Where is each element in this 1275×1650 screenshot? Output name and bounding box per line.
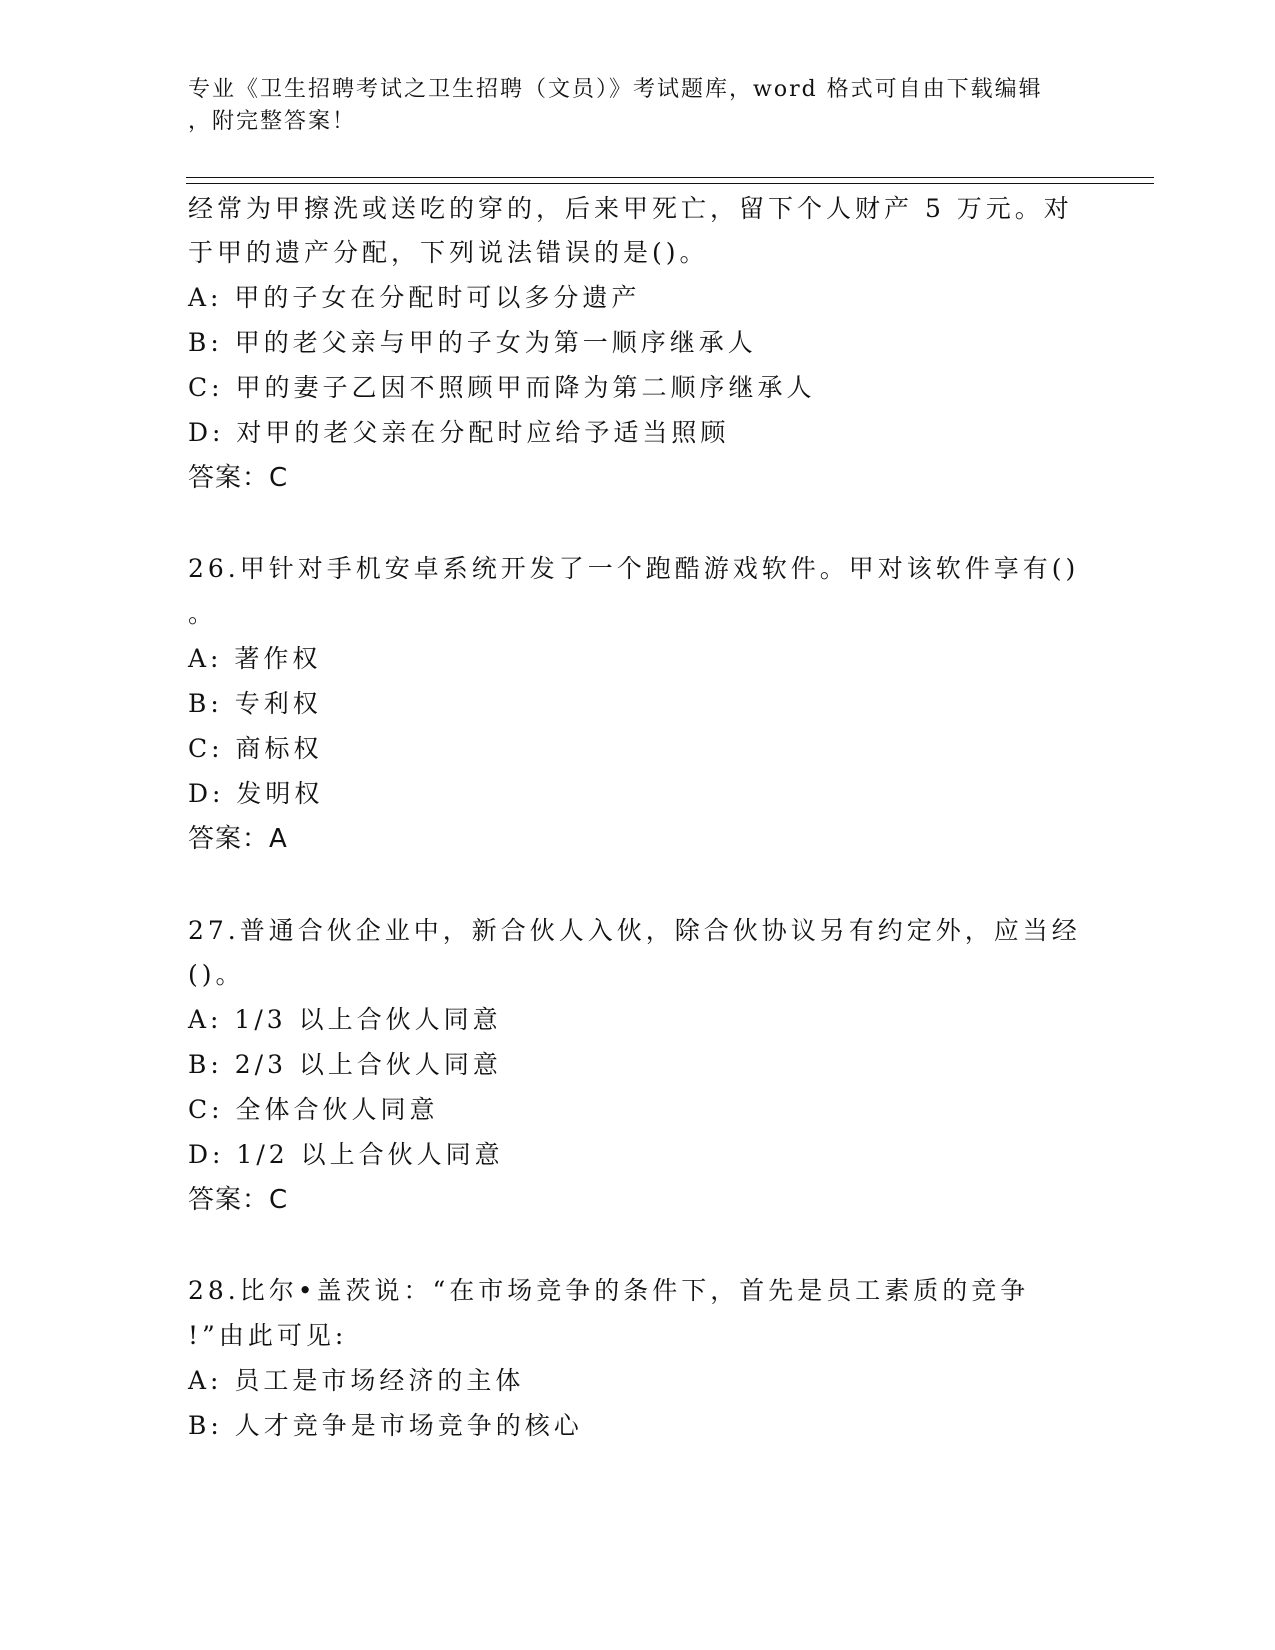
q28-stem-line-1: 28.比尔•盖茨说：“在市场竞争的条件下，首先是员工素质的竞争 bbox=[188, 1276, 1030, 1305]
header-divider-bottom bbox=[186, 183, 1154, 184]
q25-stem-line-2: 于甲的遗产分配，下列说法错误的是()。 bbox=[188, 238, 709, 267]
q25-option-b: B: 甲的老父亲与甲的子女为第一顺序继承人 bbox=[188, 328, 757, 357]
q27-option-b: B: 2/3 以上合伙人同意 bbox=[188, 1050, 502, 1079]
q27-answer: 答案：C bbox=[188, 1185, 289, 1215]
q26-option-c: C: 商标权 bbox=[188, 734, 323, 763]
q27-stem-line-1: 27.普通合伙企业中，新合伙人入伙，除合伙协议另有约定外，应当经 bbox=[188, 916, 1081, 945]
q25-option-d: D: 对甲的老父亲在分配时应给予适当照顾 bbox=[188, 418, 730, 447]
q26-stem-line-1: 26.甲针对手机安卓系统开发了一个跑酷游戏软件。甲对该软件享有() bbox=[188, 554, 1080, 583]
q26-option-d: D: 发明权 bbox=[188, 779, 324, 808]
q25-answer: 答案：C bbox=[188, 463, 289, 493]
header-title-line-2: ，附完整答案！ bbox=[188, 109, 357, 134]
q25-stem-line-1: 经常为甲擦洗或送吃的穿的，后来甲死亡，留下个人财产 5 万元。对 bbox=[188, 194, 1073, 223]
q25-option-a: A: 甲的子女在分配时可以多分遗产 bbox=[188, 283, 641, 312]
q28-option-b: B: 人才竞争是市场竞争的核心 bbox=[188, 1411, 583, 1440]
q28-option-a: A: 员工是市场经济的主体 bbox=[188, 1366, 525, 1395]
q26-answer: 答案：A bbox=[188, 824, 288, 854]
header-title-line-1: 专业《卫生招聘考试之卫生招聘（文员）》考试题库，word 格式可自由下载编辑 bbox=[188, 77, 1043, 102]
q26-stem-line-2: 。 bbox=[188, 599, 218, 628]
header-divider-top bbox=[186, 177, 1154, 178]
q27-option-a: A: 1/3 以上合伙人同意 bbox=[188, 1005, 502, 1034]
q27-option-c: C: 全体合伙人同意 bbox=[188, 1095, 439, 1124]
q28-stem-line-2: !”由此可见: bbox=[188, 1321, 348, 1350]
q26-option-b: B: 专利权 bbox=[188, 689, 322, 718]
q27-stem-line-2: ()。 bbox=[188, 960, 245, 989]
q26-option-a: A: 著作权 bbox=[188, 644, 322, 673]
q25-option-c: C: 甲的妻子乙因不照顾甲而降为第二顺序继承人 bbox=[188, 373, 816, 402]
q27-option-d: D: 1/2 以上合伙人同意 bbox=[188, 1140, 504, 1169]
document-header bbox=[188, 74, 1068, 138]
